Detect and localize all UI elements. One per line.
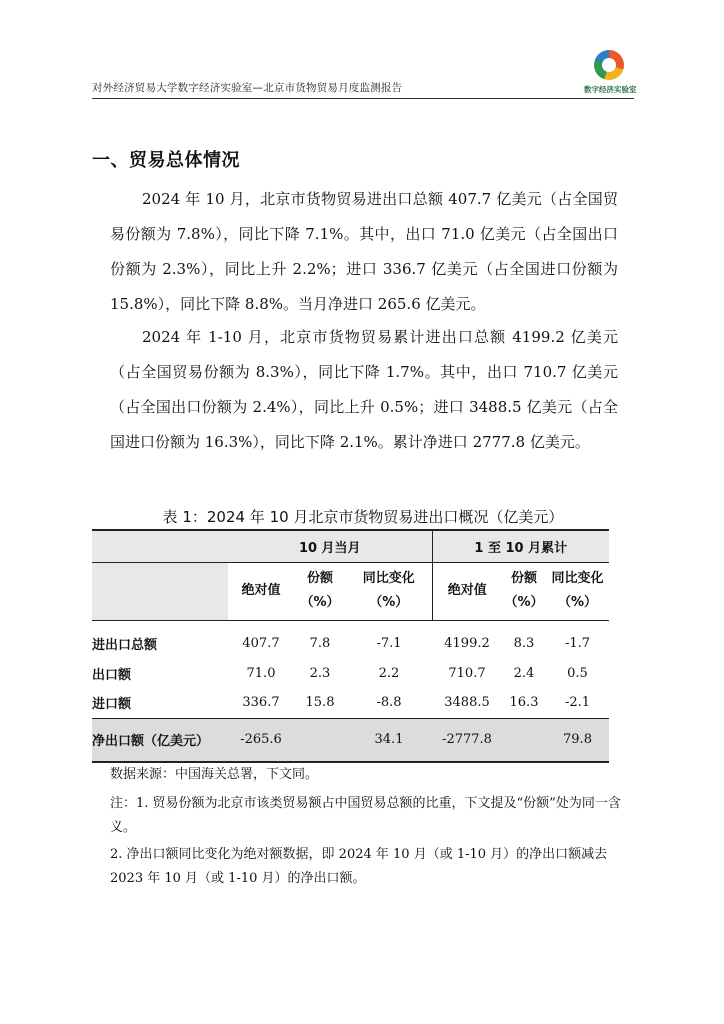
table-cell: 71.0	[246, 665, 276, 681]
table-row	[92, 688, 609, 718]
logo-text: 数字经济实验室	[584, 85, 637, 94]
table-row	[92, 620, 609, 658]
table-cell: -8.8	[376, 695, 402, 711]
table-cell: 4199.2	[444, 635, 490, 651]
table-row	[92, 658, 609, 688]
table-cell: 2.4	[513, 665, 535, 681]
column-header: 份额 （%）	[502, 562, 546, 620]
table-cell: 2.2	[378, 665, 400, 681]
header-divider	[92, 98, 634, 99]
column-header: 份额 （%）	[294, 562, 346, 620]
logo-emblem-icon	[594, 50, 624, 80]
paragraph-cumulative: 2024 年 1-10 月，北京市货物贸易累计进出口总额 4199.2 亿美元（占全国贸易份额为 8.3%），同比下降 1.7%。其中，出口 710.7 亿美元（占全国出口份额为 2.4%），同比上升 0.5%；进口 3488.5 亿美元（占全国进口份额为 16.3%），同比下降 2.1%。累计净进口 2777.8 亿美元。	[110, 328, 618, 451]
table-cell: -1.7	[564, 635, 591, 651]
data-source-note: 数据来源：中国海关总署，下文同。	[110, 767, 319, 782]
table-corner-cell	[92, 530, 228, 562]
row-label: 进出口总额	[92, 637, 158, 653]
table-cell: 8.3	[513, 635, 535, 651]
row-label: 净出口额（亿美元）	[92, 718, 228, 762]
row-label: 出口额	[92, 667, 132, 683]
column-header: 绝对值	[228, 562, 294, 620]
table-cell: 710.7	[448, 665, 486, 681]
table-cell	[294, 718, 346, 762]
table-cell: -2777.8	[432, 718, 502, 762]
table-group-header	[92, 530, 609, 562]
footnote-1: 注：1. 贸易份额为北京市该类贸易额占中国贸易总额的比重，下文提及“份额”处为同一含义。	[110, 796, 621, 835]
table-cell: 16.3	[509, 695, 539, 711]
report-header: 对外经济贸易大学数字经济实验室—北京市货物贸易月度监测报告	[92, 82, 403, 94]
table-cell: -2.1	[564, 695, 591, 711]
column-header: 绝对值	[432, 562, 502, 620]
table-cell	[502, 718, 546, 762]
trade-summary-table	[92, 529, 609, 763]
table-cell: 15.8	[305, 695, 335, 711]
lab-logo	[584, 50, 637, 96]
table-cell: 7.8	[309, 635, 331, 651]
column-header: 同比变化 （%）	[546, 562, 609, 620]
table-cell: 34.1	[346, 718, 432, 762]
table-cell: 2.3	[309, 665, 331, 681]
table-sub-header	[92, 562, 609, 620]
group-header-month: 10 月当月	[228, 530, 432, 562]
table-row-net-export	[92, 718, 609, 762]
table-cell: 407.7	[242, 635, 280, 651]
footnote-2: 2. 净出口额同比变化为绝对额数据，即 2024 年 10 月（或 1-10 月）的净出口额减去 2023 年 10 月（或 1-10 月）的净出口额。	[110, 847, 608, 886]
table-cell: 79.8	[546, 718, 609, 762]
paragraph-monthly: 2024 年 10 月，北京市货物贸易进出口总额 407.7 亿美元（占全国贸易份额为 7.8%），同比下降 7.1%。其中，出口 71.0 亿美元（占全国出口份额为 2.3%），同比上升 2.2%；进口 336.7 亿美元（占全国进口份额为 15.8%），同比下降 8.8%。当月净进口 265.6 亿美元。	[110, 190, 618, 313]
table-cell: -265.6	[228, 718, 294, 762]
table-cell: 3488.5	[444, 695, 490, 711]
section-title: 一、贸易总体情况	[92, 150, 240, 171]
table-corner-cell	[92, 562, 228, 620]
table-cell: 0.5	[567, 665, 588, 681]
column-header: 同比变化 （%）	[346, 562, 432, 620]
group-header-cumulative: 1 至 10 月累计	[432, 530, 609, 562]
table-cell: 336.7	[242, 695, 280, 711]
table-caption: 表 1：2024 年 10 月北京市货物贸易进出口概况（亿美元）	[162, 508, 564, 526]
table-cell: -7.1	[376, 635, 402, 651]
row-label: 进口额	[92, 697, 132, 713]
